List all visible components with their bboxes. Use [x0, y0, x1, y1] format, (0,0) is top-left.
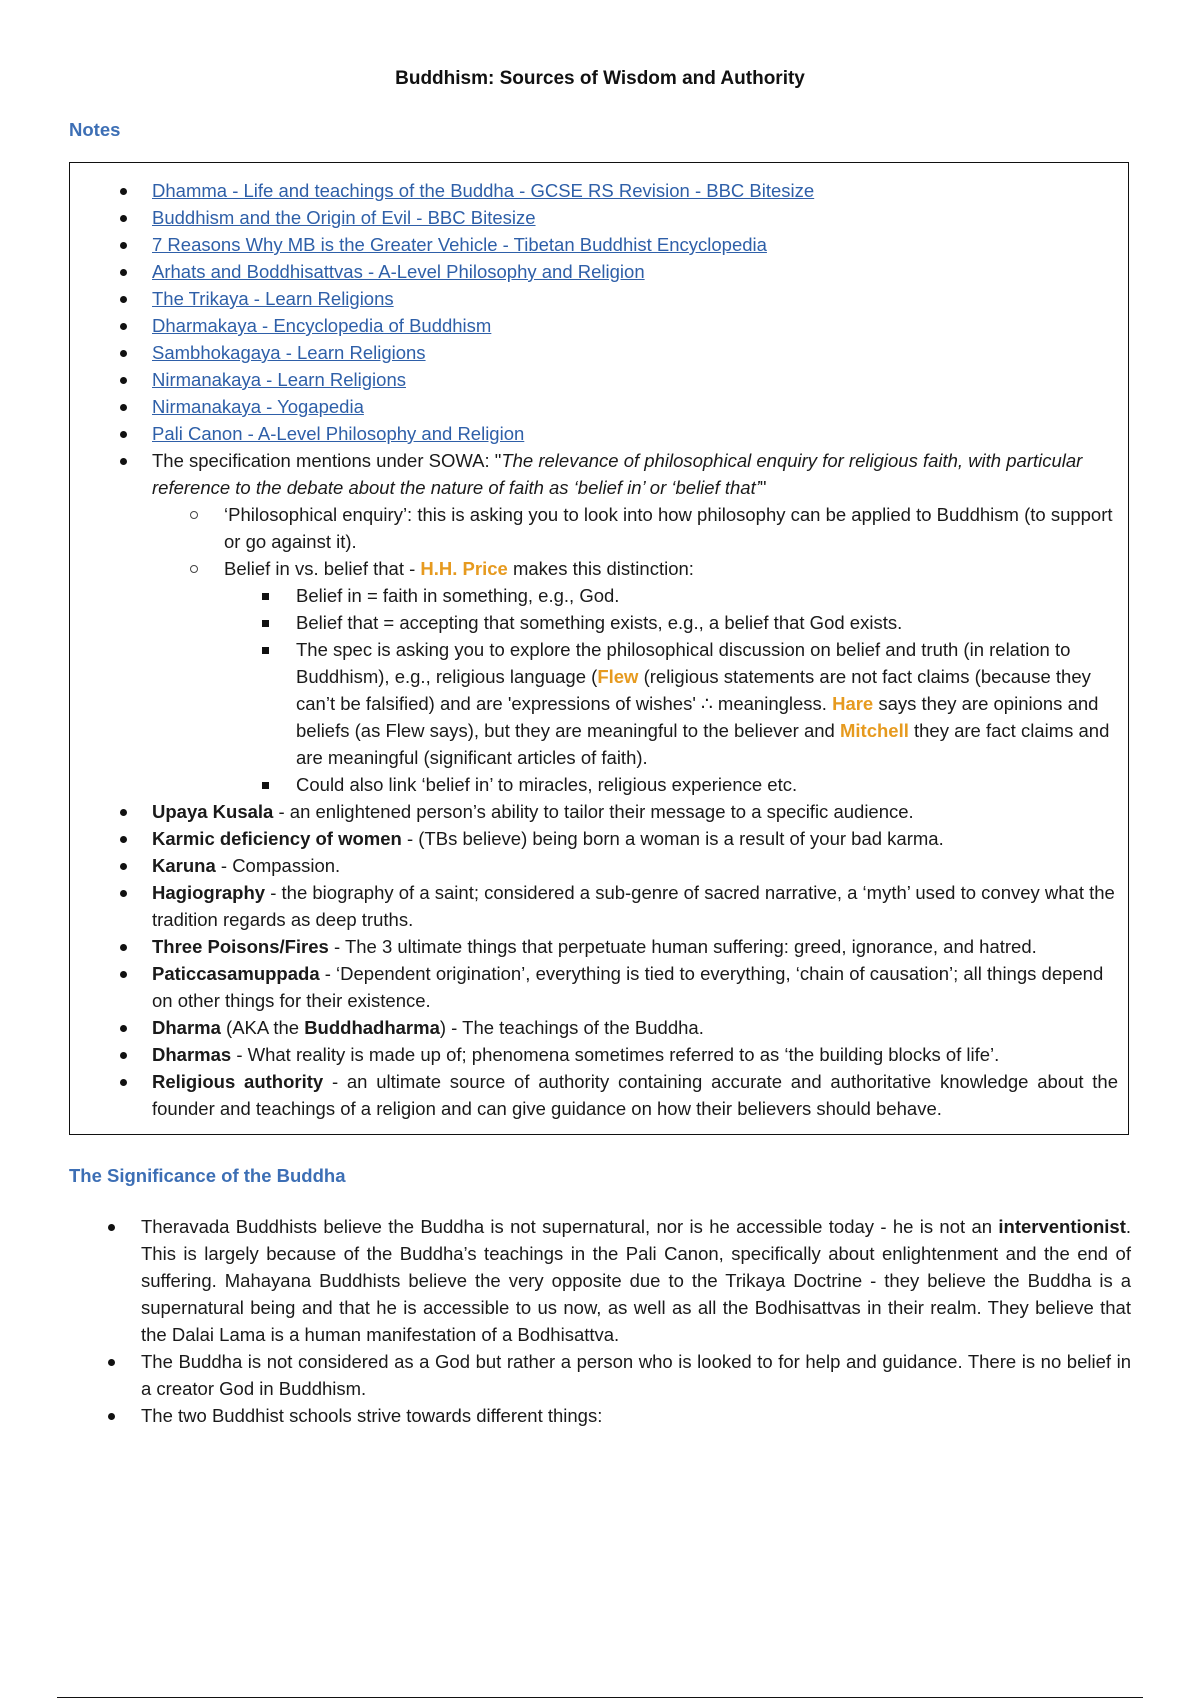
term-def: - ‘Dependent origination’, everything is tied to everything, ‘chain of causation’; all things depend on other things for their existence. — [152, 963, 1104, 1011]
term-item — [70, 825, 1130, 852]
significance-heading: The Significance of the Buddha — [69, 1165, 346, 1186]
term-def: - an enlightened person’s ability to tailor their message to a specific audience. — [273, 801, 914, 822]
philosopher-name: Hare — [832, 693, 874, 714]
sub-sub-item-text: Belief that = accepting that something exists, e.g., a belief that God exists. — [296, 612, 903, 633]
sub-sub-item-text: (religious statements are not fact claims (because they can’t be falsified) and are 'expressions of wishes' ∴ meaningless. — [296, 666, 1091, 714]
sub-sub-item-text: says they are opinions and beliefs (as Flew says), but they are meaningful to the believer and — [296, 693, 1099, 741]
link-dharmakaya[interactable]: Dharmakaya - Encyclopedia of Buddhism — [152, 315, 492, 336]
link-nirmanakaya-yogapedia[interactable]: Nirmanakaya - Yogapedia — [152, 396, 364, 417]
term: Karuna — [152, 855, 216, 876]
term: Religious authority — [152, 1071, 324, 1092]
philosopher-name: H.H. Price — [420, 558, 508, 579]
list-item — [69, 1213, 1131, 1348]
sub-sub-item-text: they are fact claims and are meaningful (significant articles of faith). — [296, 720, 1110, 768]
sub-sub-item — [224, 636, 1118, 771]
term-item — [70, 798, 1130, 825]
term-item — [70, 933, 1130, 960]
page-title: Buddhism: Sources of Wisdom and Authority — [395, 68, 805, 89]
sub-sub-item — [224, 582, 1118, 609]
term-def: - an ultimate source of authority containing accurate and authoritative knowledge about the founder and teachings of a religion and can give guidance on how their believers should behave. — [152, 1071, 1118, 1119]
link-dhamma-bbc[interactable]: Dhamma - Life and teachings of the Buddha - GCSE RS Revision - BBC Bitesize — [152, 180, 815, 201]
list-item — [70, 177, 1130, 204]
list-item — [70, 285, 1130, 312]
bold-term: interventionist — [998, 1216, 1126, 1237]
link-greater-vehicle[interactable]: 7 Reasons Why MB is the Greater Vehicle - Tibetan Buddhist Encyclopedia — [152, 234, 767, 255]
term-item — [70, 852, 1130, 879]
sub-sub-item-text: The spec is asking you to explore the philosophical discussion on belief and truth (in relation to Buddhism), e.g., religious language ( — [296, 639, 1071, 687]
sub-item-text: Belief in vs. belief that - — [224, 558, 421, 579]
sub-item — [152, 555, 1118, 798]
term: Karmic deficiency of women — [152, 828, 402, 849]
list-item — [70, 204, 1130, 231]
link-sambhokagaya[interactable]: Sambhokagaya - Learn Religions — [152, 342, 426, 363]
term: Upaya Kusala — [152, 801, 274, 822]
spec-intro: The specification mentions under SOWA: " — [152, 450, 502, 471]
term: Buddhadharma — [304, 1017, 440, 1038]
list-item — [70, 339, 1130, 366]
significance-list — [69, 1213, 1131, 1429]
philosopher-name: Flew — [597, 666, 639, 687]
spec-quote: The relevance of philosophical enquiry for religious faith, with particular reference to the debate about the nature of faith as ‘belief in’ or ‘belief that’ — [152, 450, 1083, 498]
philosopher-name: Mitchell — [839, 720, 909, 741]
term-item — [70, 1014, 1130, 1041]
list-item — [70, 420, 1130, 447]
spec-sublist — [152, 501, 1118, 798]
paragraph-text: . This is largely because of the Buddha’s teachings in the Pali Canon, specifically about enlightenment and the end of suffering. Mahayana Buddhists believe the very opposite due to the Trikaya Doctrine - they believe the Buddha is a supernatural being and that he is accessible to us now, as well as all the Bodhisattvas in their realm. They believe that the Dalai Lama is a human manifestation of a Bodhisattva. — [141, 1216, 1131, 1345]
sub-item-text: ‘Philosophical enquiry’: this is asking you to look into how philosophy can be applied to Buddhism (to support or go against it). — [224, 504, 1113, 552]
term: Three Poisons/Fires — [152, 936, 329, 957]
sub-sub-item — [224, 609, 1118, 636]
spec-item — [70, 447, 1130, 798]
list-item — [70, 366, 1130, 393]
paragraph-text: The Buddha is not considered as a God but rather a person who is looked to for help and guidance. There is no belief in a creator God in Buddhism. — [141, 1351, 1131, 1399]
link-pali-canon[interactable]: Pali Canon - A-Level Philosophy and Religion — [152, 423, 525, 444]
belief-sublist — [224, 582, 1118, 798]
list-item — [70, 312, 1130, 339]
term-def: - (TBs believe) being born a woman is a result of your bad karma. — [401, 828, 944, 849]
notes-heading: Notes — [69, 119, 121, 140]
sub-sub-item-text: Belief in = faith in something, e.g., God. — [296, 585, 620, 606]
term: Paticcasamuppada — [152, 963, 320, 984]
link-nirmanakaya-lr[interactable]: Nirmanakaya - Learn Religions — [152, 369, 406, 390]
term-item — [70, 1041, 1130, 1068]
footer-rule — [57, 1697, 1143, 1698]
term-item — [70, 879, 1130, 933]
list-item — [69, 1402, 1131, 1429]
sub-sub-item-text: Could also link ‘belief in’ to miracles, religious experience etc. — [296, 774, 798, 795]
term-item — [70, 960, 1130, 1014]
link-trikaya[interactable]: The Trikaya - Learn Religions — [152, 288, 394, 309]
term-item — [70, 1068, 1130, 1122]
spec-close: " — [759, 477, 767, 498]
notes-list — [70, 177, 1130, 1122]
notes-box — [69, 162, 1129, 1135]
sub-item — [152, 501, 1118, 555]
term-def: - The 3 ultimate things that perpetuate human suffering: greed, ignorance, and hatred. — [328, 936, 1037, 957]
term: Hagiography — [152, 882, 266, 903]
term-def: - the biography of a saint; considered a sub-genre of sacred narrative, a ‘myth’ used to convey what the tradition regards as deep truths. — [152, 882, 1115, 930]
term-def: (AKA the — [220, 1017, 305, 1038]
term: Dharmas — [152, 1044, 232, 1065]
list-item — [69, 1348, 1131, 1402]
list-item — [70, 258, 1130, 285]
term: Dharma — [152, 1017, 221, 1038]
link-arhats-bodhisattvas[interactable]: Arhats and Boddhisattvas - A-Level Philosophy and Religion — [152, 261, 645, 282]
sub-item-text: makes this distinction: — [507, 558, 694, 579]
term-def: ) - The teachings of the Buddha. — [439, 1017, 704, 1038]
sub-sub-item — [224, 771, 1118, 798]
link-origin-of-evil[interactable]: Buddhism and the Origin of Evil - BBC Bitesize — [152, 207, 536, 228]
term-def: - What reality is made up of; phenomena sometimes referred to as ‘the building blocks of life’. — [231, 1044, 1000, 1065]
list-item — [70, 393, 1130, 420]
term-def: - Compassion. — [215, 855, 341, 876]
list-item — [70, 231, 1130, 258]
paragraph-text: The two Buddhist schools strive towards different things: — [141, 1405, 603, 1426]
paragraph-text: Theravada Buddhists believe the Buddha is not supernatural, nor is he accessible today - he is not an — [141, 1216, 999, 1237]
